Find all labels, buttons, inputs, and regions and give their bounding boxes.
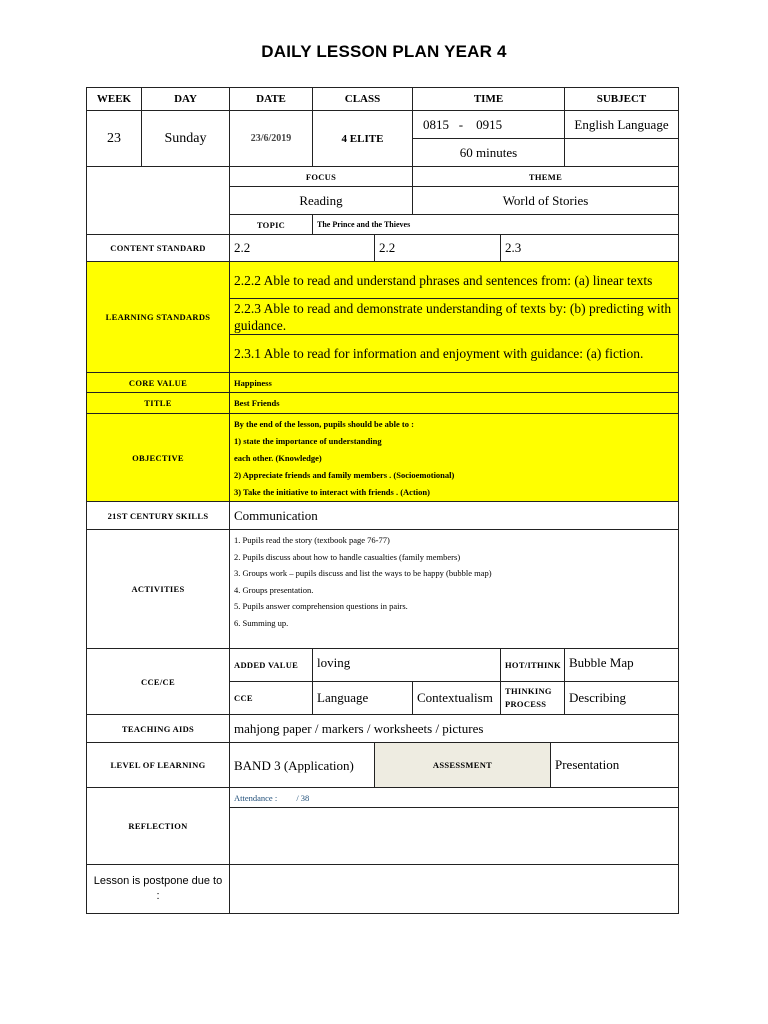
activity-item: 3. Groups work – pupils discuss and list the ways to be happy (bubble map) bbox=[234, 568, 492, 578]
activities-list bbox=[230, 530, 679, 649]
time-header: TIME bbox=[413, 88, 565, 111]
day-header: DAY bbox=[142, 88, 230, 111]
subject-value: English Language bbox=[565, 111, 679, 139]
empty-cell bbox=[565, 139, 679, 167]
cce-value-2: Contextualism bbox=[413, 682, 501, 715]
level-value: BAND 3 (Application) bbox=[230, 743, 375, 788]
content-standard-label: CONTENT STANDARD bbox=[87, 235, 230, 262]
objective-line: 3) Take the initiative to interact with friends . (Action) bbox=[234, 487, 430, 497]
blank-cell bbox=[87, 167, 230, 235]
activity-item: 2. Pupils discuss about how to handle casualties (family members) bbox=[234, 551, 461, 562]
core-value: Happiness bbox=[230, 373, 679, 393]
topic-label: TOPIC bbox=[230, 215, 313, 235]
time-value: 0815 - 0915 bbox=[413, 111, 565, 139]
activity-item: 6. Summing up. bbox=[234, 617, 289, 628]
topic-value: The Prince and the Thieves bbox=[313, 215, 679, 235]
class-value: 4 ELITE bbox=[313, 111, 413, 167]
focus-value: Reading bbox=[230, 187, 413, 215]
page-title: DAILY LESSON PLAN YEAR 4 bbox=[261, 42, 507, 61]
learning-standards-label: LEARNING STANDARDS bbox=[87, 262, 230, 373]
lesson-title: Best Friends bbox=[230, 393, 679, 414]
objective-label: OBJECTIVE bbox=[87, 414, 230, 502]
attendance-field[interactable]: Attendance : / 38 bbox=[230, 788, 679, 808]
postpone-label: Lesson is postpone due to : bbox=[87, 865, 230, 914]
thinking-label: THINKING PROCESS bbox=[501, 682, 565, 715]
activity-item: 4. Groups presentation. bbox=[234, 584, 314, 595]
skills-value: Communication bbox=[230, 502, 679, 530]
theme-value: World of Stories bbox=[413, 187, 679, 215]
reflection-label: REFLECTION bbox=[87, 788, 230, 865]
postpone-field[interactable] bbox=[230, 865, 679, 914]
hot-label: HOT/ITHINK bbox=[501, 649, 565, 682]
title-label: TITLE bbox=[87, 393, 230, 414]
content-standard-2: 2.2 bbox=[375, 235, 501, 262]
objectives bbox=[230, 414, 679, 502]
theme-label: THEME bbox=[413, 167, 679, 187]
content-standard-1: 2.2 bbox=[230, 235, 375, 262]
objective-line: 2) Appreciate friends and family members . (Socioemotional) bbox=[234, 470, 455, 480]
date-header: DATE bbox=[230, 88, 313, 111]
cce-sub-label: CCE bbox=[230, 682, 313, 715]
aids-value: mahjong paper / markers / worksheets / pictures bbox=[230, 715, 679, 743]
learning-standard-3: 2.3.1 Able to read for information and enjoyment with guidance: (a) fiction. bbox=[230, 335, 679, 373]
lesson-plan-table bbox=[86, 87, 679, 914]
focus-label: FOCUS bbox=[230, 167, 413, 187]
core-value-label: CORE VALUE bbox=[87, 373, 230, 393]
activity-item: 5. Pupils answer comprehension questions in pairs. bbox=[234, 601, 408, 611]
activity-item: 1. Pupils read the story (textbook page 76-77) bbox=[234, 535, 390, 545]
objective-line: each other. (Knowledge) bbox=[234, 453, 322, 463]
cce-value-1: Language bbox=[313, 682, 413, 715]
assessment-value: Presentation bbox=[551, 743, 679, 788]
duration-value: 60 minutes bbox=[413, 139, 565, 167]
thinking-value: Describing bbox=[565, 682, 679, 715]
activities-label: ACTIVITIES bbox=[87, 530, 230, 649]
class-header: CLASS bbox=[313, 88, 413, 111]
aids-label: TEACHING AIDS bbox=[87, 715, 230, 743]
date-value: 23/6/2019 bbox=[230, 111, 313, 167]
learning-standard-1: 2.2.2 Able to read and understand phrases and sentences from: (a) linear texts bbox=[230, 262, 679, 299]
week-value: 23 bbox=[87, 111, 142, 167]
week-header: WEEK bbox=[87, 88, 142, 111]
reflection-field[interactable] bbox=[230, 808, 679, 865]
objective-line: 1) state the importance of understanding bbox=[234, 436, 382, 446]
added-value: loving bbox=[313, 649, 501, 682]
subject-header: SUBJECT bbox=[565, 88, 679, 111]
skills-label: 21ST CENTURY SKILLS bbox=[87, 502, 230, 530]
added-value-label: ADDED VALUE bbox=[230, 649, 313, 682]
objective-line: By the end of the lesson, pupils should be able to : bbox=[234, 419, 414, 429]
cce-label: CCE/CE bbox=[87, 649, 230, 715]
day-value: Sunday bbox=[142, 111, 230, 167]
content-standard-3: 2.3 bbox=[501, 235, 679, 262]
level-label: LEVEL OF LEARNING bbox=[87, 743, 230, 788]
hot-value: Bubble Map bbox=[565, 649, 679, 682]
learning-standard-2: 2.2.3 Able to read and demonstrate understanding of texts by: (b) predicting with guidance. bbox=[230, 299, 679, 335]
assessment-label: ASSESSMENT bbox=[375, 743, 551, 788]
